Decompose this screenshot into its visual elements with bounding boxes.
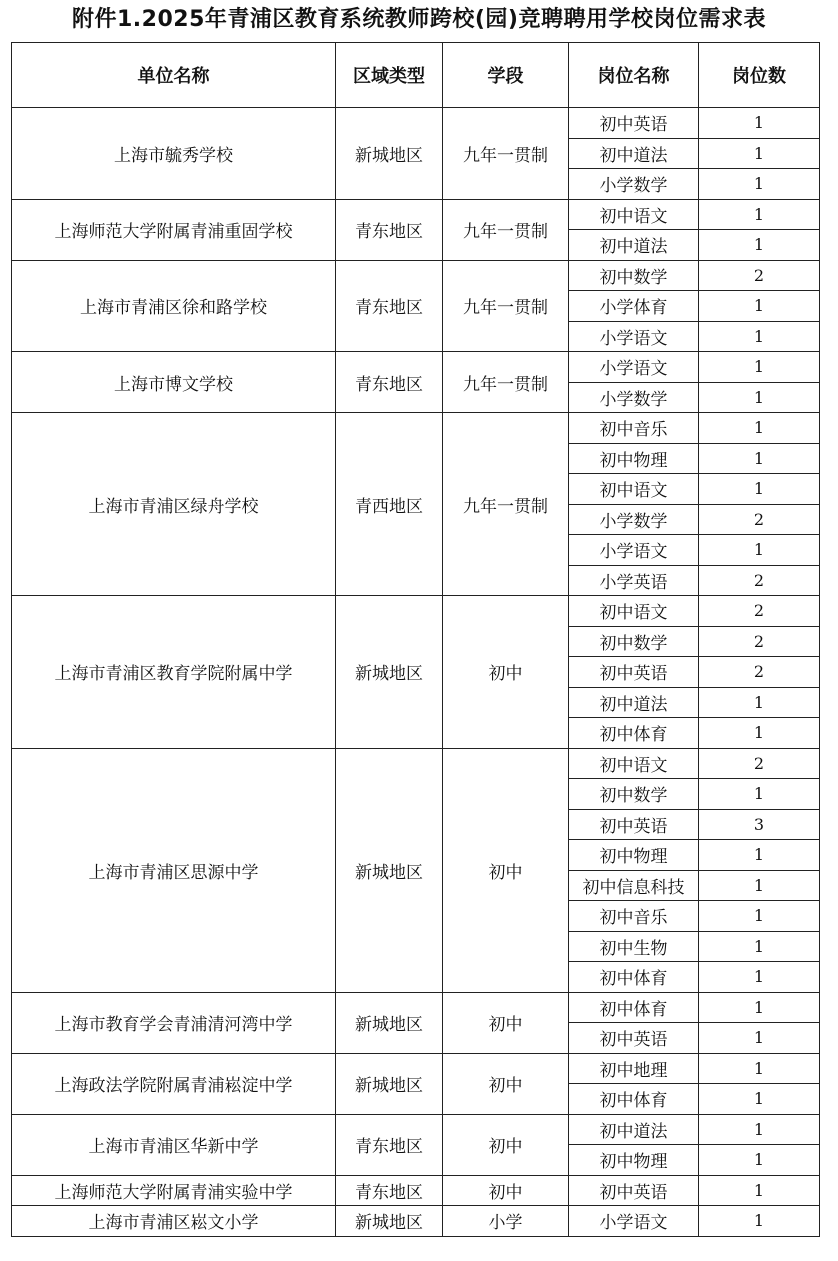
table-row xyxy=(12,1206,820,1237)
position-count-cell: 1 xyxy=(699,413,820,444)
page-title: 附件1.2025年青浦区教育系统教师跨校(园)竞聘聘用学校岗位需求表 xyxy=(71,7,766,32)
position-name-cell: 初中体育 xyxy=(569,718,699,749)
position-count-cell: 1 xyxy=(699,169,820,200)
position-count-cell: 1 xyxy=(699,352,820,383)
position-name-cell: 初中体育 xyxy=(569,962,699,993)
position-name-cell: 初中数学 xyxy=(569,779,699,810)
position-name-cell: 初中英语 xyxy=(569,108,699,139)
school-name-cell: 上海市青浦区徐和路学校 xyxy=(12,260,336,352)
position-count-cell: 1 xyxy=(699,1206,820,1237)
region-cell: 青西地区 xyxy=(336,413,443,596)
table-row xyxy=(12,1175,820,1206)
school-name-cell: 上海市教育学会青浦清河湾中学 xyxy=(12,992,336,1053)
position-name-cell: 初中英语 xyxy=(569,657,699,688)
position-count-cell: 3 xyxy=(699,809,820,840)
position-count-cell: 2 xyxy=(699,748,820,779)
position-name-cell: 初中物理 xyxy=(569,840,699,871)
header-school: 单位名称 xyxy=(12,43,336,108)
position-count-cell: 1 xyxy=(699,870,820,901)
position-name-cell: 初中体育 xyxy=(569,1084,699,1115)
position-count-cell: 1 xyxy=(699,901,820,932)
table-row xyxy=(12,1114,820,1145)
header-position: 岗位名称 xyxy=(569,43,699,108)
position-name-cell: 初中物理 xyxy=(569,1145,699,1176)
school-name-cell: 上海市青浦区思源中学 xyxy=(12,748,336,992)
stage-cell: 初中 xyxy=(443,1053,569,1114)
position-name-cell: 初中音乐 xyxy=(569,901,699,932)
position-name-cell: 小学体育 xyxy=(569,291,699,322)
table-row xyxy=(12,413,820,444)
position-name-cell: 小学语文 xyxy=(569,352,699,383)
position-count-cell: 1 xyxy=(699,1114,820,1145)
header-stage: 学段 xyxy=(443,43,569,108)
table-body xyxy=(12,108,820,1237)
table-row xyxy=(12,992,820,1023)
position-count-cell: 1 xyxy=(699,718,820,749)
school-name-cell: 上海政法学院附属青浦崧淀中学 xyxy=(12,1053,336,1114)
header-row xyxy=(12,43,820,108)
stage-cell: 初中 xyxy=(443,992,569,1053)
position-name-cell: 小学语文 xyxy=(569,1206,699,1237)
position-name-cell: 初中信息科技 xyxy=(569,870,699,901)
position-name-cell: 初中道法 xyxy=(569,687,699,718)
position-count-cell: 1 xyxy=(699,779,820,810)
position-count-cell: 1 xyxy=(699,1175,820,1206)
position-demand-table xyxy=(11,42,820,1237)
stage-cell: 初中 xyxy=(443,1114,569,1175)
stage-cell: 九年一贯制 xyxy=(443,199,569,260)
position-count-cell: 1 xyxy=(699,1023,820,1054)
position-name-cell: 初中物理 xyxy=(569,443,699,474)
position-count-cell: 1 xyxy=(699,931,820,962)
region-cell: 青东地区 xyxy=(336,1114,443,1175)
stage-cell: 九年一贯制 xyxy=(443,352,569,413)
school-name-cell: 上海市青浦区崧文小学 xyxy=(12,1206,336,1237)
position-name-cell: 小学语文 xyxy=(569,321,699,352)
position-count-cell: 2 xyxy=(699,260,820,291)
stage-cell: 初中 xyxy=(443,596,569,749)
school-name-cell: 上海市青浦区教育学院附属中学 xyxy=(12,596,336,749)
position-name-cell: 初中道法 xyxy=(569,138,699,169)
stage-cell: 初中 xyxy=(443,1175,569,1206)
table-row xyxy=(12,1053,820,1084)
region-cell: 新城地区 xyxy=(336,1206,443,1237)
position-name-cell: 初中语文 xyxy=(569,199,699,230)
stage-cell: 初中 xyxy=(443,748,569,992)
position-name-cell: 初中语文 xyxy=(569,596,699,627)
school-name-cell: 上海市青浦区绿舟学校 xyxy=(12,413,336,596)
region-cell: 新城地区 xyxy=(336,748,443,992)
region-cell: 青东地区 xyxy=(336,352,443,413)
position-count-cell: 2 xyxy=(699,565,820,596)
position-count-cell: 2 xyxy=(699,626,820,657)
position-name-cell: 初中英语 xyxy=(569,1023,699,1054)
table-row xyxy=(12,260,820,291)
position-count-cell: 1 xyxy=(699,962,820,993)
school-name-cell: 上海市毓秀学校 xyxy=(12,108,336,200)
stage-cell: 九年一贯制 xyxy=(443,413,569,596)
position-count-cell: 1 xyxy=(699,321,820,352)
school-name-cell: 上海师范大学附属青浦实验中学 xyxy=(12,1175,336,1206)
table-row xyxy=(12,108,820,139)
position-name-cell: 小学数学 xyxy=(569,169,699,200)
position-count-cell: 1 xyxy=(699,230,820,261)
position-count-cell: 1 xyxy=(699,1053,820,1084)
position-count-cell: 1 xyxy=(699,840,820,871)
position-count-cell: 1 xyxy=(699,1145,820,1176)
region-cell: 新城地区 xyxy=(336,992,443,1053)
position-count-cell: 1 xyxy=(699,291,820,322)
position-name-cell: 初中数学 xyxy=(569,626,699,657)
table-row xyxy=(12,748,820,779)
position-name-cell: 小学英语 xyxy=(569,565,699,596)
position-count-cell: 1 xyxy=(699,138,820,169)
region-cell: 新城地区 xyxy=(336,108,443,200)
school-name-cell: 上海市博文学校 xyxy=(12,352,336,413)
position-count-cell: 1 xyxy=(699,687,820,718)
stage-cell: 小学 xyxy=(443,1206,569,1237)
position-count-cell: 1 xyxy=(699,108,820,139)
position-count-cell: 2 xyxy=(699,657,820,688)
position-count-cell: 1 xyxy=(699,535,820,566)
position-count-cell: 1 xyxy=(699,1084,820,1115)
school-name-cell: 上海市青浦区华新中学 xyxy=(12,1114,336,1175)
region-cell: 青东地区 xyxy=(336,199,443,260)
position-name-cell: 小学数学 xyxy=(569,504,699,535)
position-count-cell: 1 xyxy=(699,443,820,474)
position-name-cell: 初中英语 xyxy=(569,809,699,840)
position-name-cell: 初中地理 xyxy=(569,1053,699,1084)
position-count-cell: 2 xyxy=(699,596,820,627)
region-cell: 新城地区 xyxy=(336,596,443,749)
position-name-cell: 初中英语 xyxy=(569,1175,699,1206)
header-region: 区域类型 xyxy=(336,43,443,108)
region-cell: 新城地区 xyxy=(336,1053,443,1114)
table-row xyxy=(12,352,820,383)
position-name-cell: 初中音乐 xyxy=(569,413,699,444)
table-row xyxy=(12,199,820,230)
position-count-cell: 1 xyxy=(699,199,820,230)
header-count: 岗位数 xyxy=(699,43,820,108)
position-count-cell: 2 xyxy=(699,504,820,535)
position-name-cell: 初中语文 xyxy=(569,474,699,505)
stage-cell: 九年一贯制 xyxy=(443,108,569,200)
region-cell: 青东地区 xyxy=(336,260,443,352)
position-name-cell: 小学语文 xyxy=(569,535,699,566)
position-name-cell: 初中语文 xyxy=(569,748,699,779)
school-name-cell: 上海师范大学附属青浦重固学校 xyxy=(12,199,336,260)
position-count-cell: 1 xyxy=(699,474,820,505)
table-row xyxy=(12,596,820,627)
position-name-cell: 小学数学 xyxy=(569,382,699,413)
position-name-cell: 初中道法 xyxy=(569,1114,699,1145)
position-count-cell: 1 xyxy=(699,382,820,413)
position-count-cell: 1 xyxy=(699,992,820,1023)
position-name-cell: 初中体育 xyxy=(569,992,699,1023)
position-name-cell: 初中生物 xyxy=(569,931,699,962)
region-cell: 青东地区 xyxy=(336,1175,443,1206)
position-name-cell: 初中道法 xyxy=(569,230,699,261)
position-name-cell: 初中数学 xyxy=(569,260,699,291)
stage-cell: 九年一贯制 xyxy=(443,260,569,352)
